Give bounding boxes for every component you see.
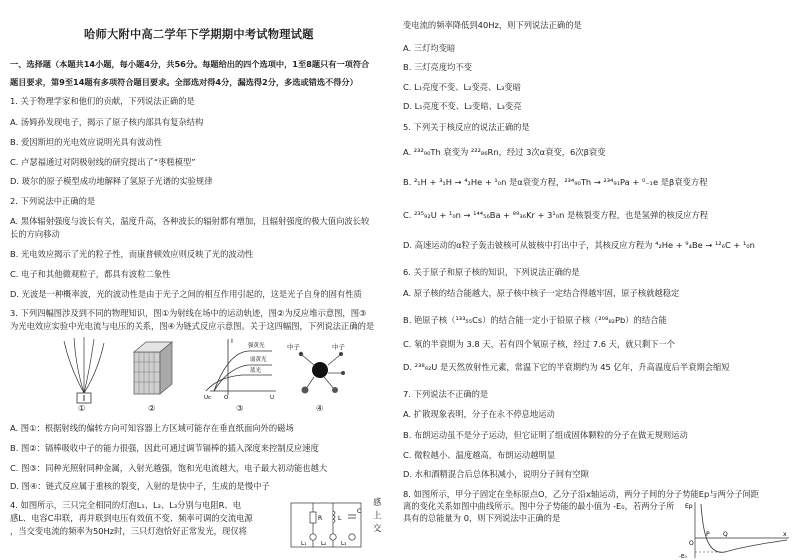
- q3-figure-1-radiation-tracks: [60, 333, 108, 408]
- q4-option-b: B. 三灯亮度均不变: [403, 62, 473, 72]
- q8-stem-line3: 具有的总能量为 0，则下列说法中正确的是: [403, 513, 561, 523]
- q3-figure-3-iu-curves: [198, 333, 278, 401]
- q2-stem: 2. 下列说法中正确的是: [10, 196, 96, 206]
- q1-option-c: C. 卢瑟福通过对阴极射线的研究提出了“枣糕模型”: [10, 157, 196, 167]
- q7-stem: 7. 下列说法不正确的是: [403, 389, 489, 399]
- q3-fig4-label: ④: [316, 403, 324, 413]
- q3-fig1-label: ①: [78, 403, 86, 413]
- q4-option-c: C. L₁亮度不变、L₂变亮、L₃变暗: [403, 82, 521, 92]
- q6-option-c: C. 氡的半衰期为 3.8 天，若有四个氡原子核，经过 7.6 天，就只剩下一个: [403, 339, 676, 349]
- q4-side-char-3: 交: [373, 523, 382, 533]
- q3-stem-line2: 为光电效应实验中光电流与电压的关系，图④为链式反应示意图。关于这四幅图，下列说法正确的是: [10, 321, 375, 331]
- q1-option-b: B. 爱因斯坦的光电效应说明光具有波动性: [10, 137, 163, 147]
- q5-option-a: A. ²³²₉₀Th 衰变为 ²²²₈₆Rn，经过 3次α衰变，6次β衰变: [403, 147, 606, 157]
- q7-option-b: B. 布朗运动虽不是分子运动，但它证明了组成固体颗粒的分子在做无规则运动: [403, 430, 688, 440]
- q4-label-r: R: [318, 515, 323, 522]
- q5-option-d: D. 高速运动的α粒子轰击铍核可从铍核中打出中子，其核反应方程为 ⁴₂He + ⁹₄Be → ¹²₆C + ¹₀n: [403, 240, 755, 250]
- q4-stem-line1: 4. 如图所示，三只完全相同的灯泡L₁、L₂、L₃分别与电阻R、电: [10, 500, 241, 510]
- q3-option-a: A. 图①：根据射线的偏转方向可知容器上方区域可能存在垂直纸面向外的磁场: [10, 423, 294, 433]
- q8-label-q: Q: [723, 531, 728, 538]
- q3-fig3-axis-i: I: [231, 337, 233, 345]
- section1-heading-line1: 一、选择题（本题共14小题，每小题4分，共56分。每题给出的四个选项中，1至8题只有一项符合: [10, 59, 370, 69]
- q6-option-a: A. 原子核的结合能越大，原子核中核子一定结合得越牢固，原子核就越稳定: [403, 288, 680, 298]
- q4-stem-continued: 变电流的频率降低到40Hz，则下列说法正确的是: [403, 20, 582, 30]
- q8-stem-line2: 离的变化关系如图中曲线所示。图中分子势能的最小值为 -E₀，若两分子所: [403, 501, 675, 511]
- q5-stem: 5. 下列关于核反应的说法正确的是: [403, 122, 530, 132]
- q3-fig3-label: ③: [236, 403, 244, 413]
- q7-option-a: A. 扩散现象表明，分子在永不停息地运动: [403, 409, 555, 419]
- q3-fig3-origin: O: [224, 395, 229, 401]
- q3-fig4-neutron-label-2: 中子: [332, 343, 345, 351]
- q3-fig3-uc: Uc: [204, 395, 212, 401]
- q3-fig4-neutron-label-1: 中子: [287, 343, 300, 351]
- q1-stem: 1. 关于物理学家和他们的贡献，下列说法正确的是: [10, 96, 195, 106]
- q5-option-c: C. ²³⁵₉₂U + ¹₀n → ¹⁴⁴₅₆Ba + ⁸⁹₃₆Kr + 3¹₀n 是核裂变方程，也是氢弹的核反应方程: [403, 210, 709, 220]
- q8-stem-line1: 8. 如图所示，甲分子固定在坐标原点O，乙分子沿x轴运动，两分子间的分子势能Ep与两分子间距: [403, 489, 760, 499]
- q3-stem-line1: 3. 下列四幅图涉及到不同的物理知识，图①为射线在场中的运动轨迹，图②为反应堆示意图，图③: [10, 308, 367, 318]
- q4-label-l1: L₁: [301, 541, 307, 547]
- q2-option-d: D. 光波是一种概率波，光的波动性是由于光子之间的相互作用引起的，这是光子自身的固有性质: [10, 289, 362, 299]
- q4-label-l3: L₃: [341, 541, 347, 547]
- q2-option-c: C. 电子和其他微观粒子，都具有波粒二象性: [10, 269, 171, 279]
- q2-option-b: B. 光电效应揭示了光的粒子性，而康普顿效应则反映了光的波动性: [10, 249, 254, 259]
- q7-option-d: D. 水和酒精混合后总体积减小，说明分子间有空隙: [403, 469, 589, 479]
- q3-option-d: D. 图④：链式反应属于重核的裂变，入射的是快中子，生成的是慢中子: [10, 481, 270, 491]
- q4-option-d: D. L₁亮度不变、L₂变暗、L₃变亮: [403, 101, 522, 111]
- q3-figure-2-reactor: [128, 338, 180, 398]
- q3-option-b: B. 图②：镉棒吸收中子的能力很强，因此可通过调节镉棒的插入深度来控制反应速度: [10, 443, 319, 453]
- q6-option-b: B. 铯原子核（¹³³₅₅Cs）的结合能一定小于铅原子核（²⁰⁸₈₂Pb）的结合能: [403, 315, 667, 325]
- q8-label-ep: Ep: [685, 503, 693, 510]
- q8-label-p: P: [706, 531, 710, 538]
- q6-stem: 6. 关于原子和原子核的知识，下列说法正确的是: [403, 267, 580, 277]
- q3-fig3-strong-yellow: 强黄光: [248, 343, 265, 349]
- q4-stem-line3: ，当交变电流的频率为50Hz时，三只灯泡恰好正常发光，现仅将: [10, 526, 247, 536]
- q2-option-a-line1: A. 黑体辐射强度与波长有关，温度升高，各种波长的辐射都有增加，且辐射强度的极大值向波长较: [10, 216, 370, 226]
- q8-label-origin: O: [689, 540, 694, 547]
- q7-option-c: C. 微粒越小、温度越高，布朗运动越明显: [403, 450, 556, 460]
- q4-side-char-2: 上: [373, 510, 382, 520]
- q3-option-c: C. 图③：同种光照射同种金属，入射光越强，饱和光电流越大，电子最大初动能也越大: [10, 463, 328, 473]
- q5-option-b: B. ²₁H + ³₁H → ⁴₂He + ¹₀n 是α衰变方程，²³⁴₉₀Th → ²³⁴₉₁Pa + ⁰₋₁e 是β衰变方程: [403, 177, 708, 187]
- q4-label-l: L: [338, 515, 342, 522]
- q4-stem-line2: 感L、电容C串联，再并联到电压有效值不变、频率可调的交流电源: [10, 513, 253, 523]
- q6-option-d: D. ²³⁸₉₂U 是天然放射性元素，常温下它的半衰期约为 45 亿年，升高温度后半衰期会缩短: [403, 362, 730, 372]
- q1-option-a: A. 汤姆孙发现电子，揭示了原子核内部具有复杂结构: [10, 117, 204, 127]
- q8-label-x: x: [783, 531, 787, 538]
- q8-potential-energy-graph: [679, 500, 791, 560]
- q8-label-e0: -E₀: [679, 554, 687, 560]
- q4-option-a: A. 三灯均变暗: [403, 43, 456, 53]
- q4-circuit-diagram: [285, 497, 367, 557]
- section1-heading-line2: 题目要求，第9至14题有多项符合题目要求。全部选对得4分，漏选得2分，多选或错选不得分）: [10, 77, 358, 87]
- q4-side-char-1: 感: [373, 497, 382, 507]
- q4-label-l2: L₂: [321, 541, 327, 547]
- q4-label-c: C: [357, 508, 362, 515]
- q3-fig3-blue: 蓝光: [250, 368, 262, 374]
- q3-fig2-label: ②: [148, 403, 156, 413]
- q1-option-d: D. 玻尔的原子模型成功地解释了氢原子光谱的实验规律: [10, 176, 213, 186]
- page-title: 哈师大附中高二学年下学期期中考试物理试题: [84, 27, 314, 41]
- q3-fig3-axis-u: U: [270, 395, 275, 401]
- q2-option-a-line2: 长的方向移动: [10, 229, 60, 239]
- q3-fig3-weak-yellow: 弱黄光: [250, 357, 267, 363]
